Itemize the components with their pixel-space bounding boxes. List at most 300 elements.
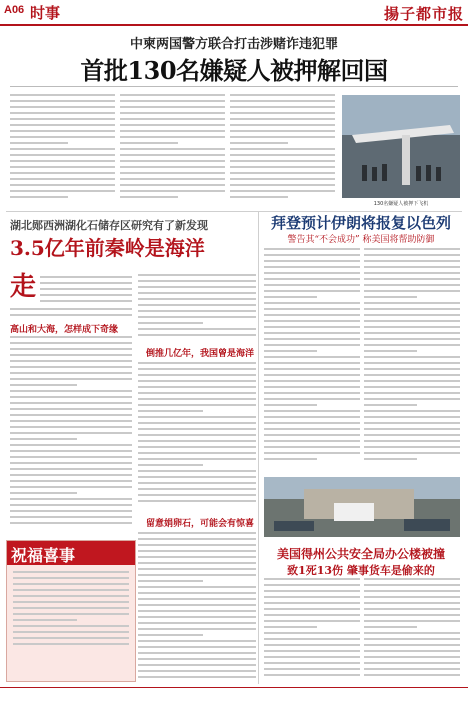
text-line-placeholder bbox=[364, 416, 460, 418]
text-line-placeholder bbox=[230, 142, 288, 144]
text-line-placeholder bbox=[264, 458, 317, 460]
text-line-placeholder bbox=[264, 320, 360, 322]
text-line-placeholder bbox=[264, 386, 360, 388]
text-line-placeholder bbox=[138, 434, 256, 436]
article-headline: 3.5亿年前秦岭是海洋 bbox=[10, 236, 205, 260]
text-line-placeholder bbox=[13, 589, 129, 591]
text-line-placeholder bbox=[40, 294, 132, 296]
text-line-placeholder bbox=[364, 344, 460, 346]
text-line-placeholder bbox=[264, 284, 360, 286]
text-line-placeholder bbox=[264, 338, 360, 340]
text-line-placeholder bbox=[13, 643, 129, 645]
article-body bbox=[264, 578, 360, 682]
text-line-placeholder bbox=[120, 172, 225, 174]
article-body bbox=[138, 532, 256, 682]
text-line-placeholder bbox=[138, 574, 256, 576]
text-line-placeholder bbox=[230, 148, 335, 150]
text-line-placeholder bbox=[120, 184, 225, 186]
text-line-placeholder bbox=[264, 266, 360, 268]
article-headline: 美国得州公共安全局办公楼被撞 bbox=[276, 547, 445, 561]
text-line-placeholder bbox=[10, 172, 115, 174]
text-line-placeholder bbox=[364, 260, 460, 262]
text-line-placeholder bbox=[138, 652, 256, 654]
text-line-placeholder bbox=[138, 532, 256, 534]
text-line-placeholder bbox=[364, 596, 460, 598]
text-line-placeholder bbox=[138, 598, 256, 600]
text-line-placeholder bbox=[364, 362, 460, 364]
text-line-placeholder bbox=[138, 550, 256, 552]
text-line-placeholder bbox=[10, 390, 132, 392]
text-line-placeholder bbox=[138, 586, 256, 588]
text-line-placeholder bbox=[364, 674, 460, 676]
text-line-placeholder bbox=[138, 304, 256, 306]
article-headline: 拜登预计伊朗将报复以色列 bbox=[270, 214, 451, 232]
text-line-placeholder bbox=[364, 284, 460, 286]
text-line-placeholder bbox=[138, 646, 256, 648]
text-line-placeholder bbox=[364, 398, 460, 400]
text-line-placeholder bbox=[138, 362, 256, 364]
text-line-placeholder bbox=[10, 468, 132, 470]
text-line-placeholder bbox=[40, 276, 132, 278]
text-line-placeholder bbox=[230, 136, 335, 138]
text-line-placeholder bbox=[10, 112, 115, 114]
text-line-placeholder bbox=[264, 656, 360, 658]
article-kicker: 湖北郧西洲湖化石储存区研究有了新发现 bbox=[10, 219, 208, 232]
text-line-placeholder bbox=[364, 452, 460, 454]
text-line-placeholder bbox=[120, 160, 225, 162]
masthead bbox=[0, 0, 468, 26]
text-line-placeholder bbox=[264, 308, 360, 310]
text-line-placeholder bbox=[264, 398, 360, 400]
text-line-placeholder bbox=[10, 154, 115, 156]
text-line-placeholder bbox=[10, 166, 115, 168]
text-line-placeholder bbox=[138, 628, 256, 630]
text-line-placeholder bbox=[264, 272, 360, 274]
text-line-placeholder bbox=[10, 148, 115, 150]
text-line-placeholder bbox=[10, 94, 115, 96]
text-line-placeholder bbox=[364, 638, 460, 640]
text-line-placeholder bbox=[230, 184, 335, 186]
text-line-placeholder bbox=[364, 338, 460, 340]
text-line-placeholder bbox=[10, 136, 115, 138]
text-line-placeholder bbox=[230, 112, 335, 114]
text-line-placeholder bbox=[364, 368, 460, 370]
text-line-placeholder bbox=[120, 130, 225, 132]
text-line-placeholder bbox=[230, 100, 335, 102]
article-subhead: 倒推几亿年，我国曾是海洋 bbox=[146, 349, 255, 359]
text-line-placeholder bbox=[138, 386, 256, 388]
text-line-placeholder bbox=[264, 440, 360, 442]
text-line-placeholder bbox=[264, 362, 360, 364]
text-line-placeholder bbox=[364, 356, 460, 358]
text-line-placeholder bbox=[364, 266, 460, 268]
text-line-placeholder bbox=[138, 676, 256, 678]
text-line-placeholder bbox=[10, 124, 115, 126]
text-line-placeholder bbox=[364, 254, 460, 256]
article-body bbox=[138, 362, 256, 510]
text-line-placeholder bbox=[13, 571, 129, 573]
text-line-placeholder bbox=[264, 626, 317, 628]
text-line-placeholder bbox=[120, 154, 225, 156]
text-line-placeholder bbox=[10, 308, 132, 310]
text-line-placeholder bbox=[264, 434, 360, 436]
text-line-placeholder bbox=[120, 106, 225, 108]
text-line-placeholder bbox=[264, 596, 360, 598]
text-line-placeholder bbox=[10, 348, 132, 350]
text-line-placeholder bbox=[10, 516, 132, 518]
text-line-placeholder bbox=[10, 118, 115, 120]
text-line-placeholder bbox=[10, 314, 132, 316]
text-line-placeholder bbox=[364, 602, 460, 604]
text-line-placeholder bbox=[10, 190, 115, 192]
text-line-placeholder bbox=[120, 142, 178, 144]
article-body bbox=[10, 308, 132, 318]
text-line-placeholder bbox=[264, 644, 360, 646]
text-line-placeholder bbox=[264, 422, 360, 424]
text-line-placeholder bbox=[13, 613, 129, 615]
text-line-placeholder bbox=[264, 410, 360, 412]
text-line-placeholder bbox=[138, 368, 256, 370]
lead-body-col-1 bbox=[10, 94, 115, 204]
ad-title: 祝福喜事 bbox=[11, 546, 76, 565]
text-line-placeholder bbox=[138, 440, 256, 442]
text-line-placeholder bbox=[230, 190, 335, 192]
text-line-placeholder bbox=[364, 650, 460, 652]
text-line-placeholder bbox=[138, 280, 256, 282]
text-line-placeholder bbox=[364, 578, 460, 580]
text-line-placeholder bbox=[264, 620, 360, 622]
text-line-placeholder bbox=[264, 344, 360, 346]
text-line-placeholder bbox=[10, 438, 77, 440]
text-line-placeholder bbox=[264, 662, 360, 664]
text-line-placeholder bbox=[10, 474, 132, 476]
text-line-placeholder bbox=[264, 332, 360, 334]
text-line-placeholder bbox=[230, 154, 335, 156]
text-line-placeholder bbox=[13, 595, 129, 597]
text-line-placeholder bbox=[10, 510, 132, 512]
text-line-placeholder bbox=[138, 592, 256, 594]
text-line-placeholder bbox=[138, 374, 256, 376]
text-line-placeholder bbox=[10, 426, 132, 428]
text-line-placeholder bbox=[364, 374, 460, 376]
text-line-placeholder bbox=[264, 590, 360, 592]
divider bbox=[10, 86, 458, 87]
text-line-placeholder bbox=[10, 336, 132, 338]
article-body bbox=[364, 578, 460, 682]
text-line-placeholder bbox=[230, 172, 335, 174]
text-line-placeholder bbox=[364, 632, 460, 634]
text-line-placeholder bbox=[264, 326, 360, 328]
text-line-placeholder bbox=[10, 178, 115, 180]
text-line-placeholder bbox=[364, 614, 460, 616]
text-line-placeholder bbox=[364, 446, 460, 448]
text-line-placeholder bbox=[10, 456, 132, 458]
lead-body-col-3 bbox=[230, 94, 335, 204]
text-line-placeholder bbox=[120, 112, 225, 114]
text-line-placeholder bbox=[230, 106, 335, 108]
text-line-placeholder bbox=[138, 488, 256, 490]
text-line-placeholder bbox=[264, 452, 360, 454]
text-line-placeholder bbox=[138, 494, 256, 496]
text-line-placeholder bbox=[264, 416, 360, 418]
text-line-placeholder bbox=[10, 414, 132, 416]
text-line-placeholder bbox=[10, 498, 132, 500]
text-line-placeholder bbox=[364, 668, 460, 670]
text-line-placeholder bbox=[138, 544, 256, 546]
text-line-placeholder bbox=[264, 392, 360, 394]
text-line-placeholder bbox=[13, 619, 77, 621]
text-line-placeholder bbox=[10, 366, 132, 368]
text-line-placeholder bbox=[10, 504, 132, 506]
text-line-placeholder bbox=[138, 482, 256, 484]
photo-caption: 130名嫌疑人被押下飞机 bbox=[373, 201, 429, 207]
text-line-placeholder bbox=[264, 296, 317, 298]
text-line-placeholder bbox=[138, 658, 256, 660]
text-line-placeholder bbox=[230, 160, 335, 162]
text-line-placeholder bbox=[10, 354, 132, 356]
text-line-placeholder bbox=[10, 522, 132, 524]
text-line-placeholder bbox=[138, 634, 203, 636]
article-body bbox=[264, 248, 360, 470]
text-line-placeholder bbox=[364, 302, 460, 304]
text-line-placeholder bbox=[120, 166, 225, 168]
text-line-placeholder bbox=[264, 578, 360, 580]
text-line-placeholder bbox=[364, 332, 460, 334]
text-line-placeholder bbox=[364, 314, 460, 316]
text-line-placeholder bbox=[138, 422, 256, 424]
text-line-placeholder bbox=[40, 300, 132, 302]
text-line-placeholder bbox=[120, 190, 225, 192]
text-line-placeholder bbox=[138, 622, 256, 624]
text-line-placeholder bbox=[364, 428, 460, 430]
text-line-placeholder bbox=[10, 486, 132, 488]
text-line-placeholder bbox=[364, 410, 460, 412]
text-line-placeholder bbox=[364, 626, 417, 628]
text-line-placeholder bbox=[138, 610, 256, 612]
text-line-placeholder bbox=[364, 584, 460, 586]
text-line-placeholder bbox=[13, 631, 129, 633]
text-line-placeholder bbox=[364, 308, 460, 310]
text-line-placeholder bbox=[138, 580, 203, 582]
text-line-placeholder bbox=[10, 372, 132, 374]
text-line-placeholder bbox=[364, 434, 460, 436]
text-line-placeholder bbox=[364, 662, 460, 664]
text-line-placeholder bbox=[264, 356, 360, 358]
text-line-placeholder bbox=[138, 500, 256, 502]
text-line-placeholder bbox=[138, 292, 256, 294]
text-line-placeholder bbox=[138, 538, 256, 540]
article-body bbox=[10, 336, 132, 532]
text-line-placeholder bbox=[264, 254, 360, 256]
text-line-placeholder bbox=[364, 644, 460, 646]
text-line-placeholder bbox=[10, 184, 115, 186]
article-body bbox=[364, 248, 460, 470]
text-line-placeholder bbox=[120, 100, 225, 102]
text-line-placeholder bbox=[264, 314, 360, 316]
text-line-placeholder bbox=[13, 601, 129, 603]
text-line-placeholder bbox=[230, 196, 288, 198]
text-line-placeholder bbox=[264, 260, 360, 262]
text-line-placeholder bbox=[264, 302, 360, 304]
text-line-placeholder bbox=[264, 674, 360, 676]
text-line-placeholder bbox=[10, 444, 132, 446]
text-line-placeholder bbox=[230, 178, 335, 180]
text-line-placeholder bbox=[40, 288, 132, 290]
article-body bbox=[40, 276, 132, 306]
text-line-placeholder bbox=[364, 392, 460, 394]
text-line-placeholder bbox=[364, 296, 417, 298]
text-line-placeholder bbox=[138, 398, 256, 400]
text-line-placeholder bbox=[120, 94, 225, 96]
article-subhead: 高山和大海，怎样成下奇缘 bbox=[10, 325, 119, 335]
text-line-placeholder bbox=[10, 432, 132, 434]
text-line-placeholder bbox=[264, 446, 360, 448]
text-line-placeholder bbox=[264, 374, 360, 376]
text-line-placeholder bbox=[230, 130, 335, 132]
text-line-placeholder bbox=[10, 480, 132, 482]
text-line-placeholder bbox=[264, 602, 360, 604]
text-line-placeholder bbox=[138, 568, 256, 570]
text-line-placeholder bbox=[264, 290, 360, 292]
greeting-ad bbox=[6, 540, 136, 682]
text-line-placeholder bbox=[364, 608, 460, 610]
ad-body bbox=[13, 571, 129, 651]
text-line-placeholder bbox=[264, 368, 360, 370]
text-line-placeholder bbox=[10, 100, 115, 102]
text-line-placeholder bbox=[10, 142, 68, 144]
text-line-placeholder bbox=[138, 452, 256, 454]
text-line-placeholder bbox=[138, 392, 256, 394]
text-line-placeholder bbox=[264, 584, 360, 586]
article-subheadline: 警告其“不会成功” 称美国将帮助防御 bbox=[287, 235, 435, 245]
footer-contacts bbox=[0, 687, 468, 703]
text-line-placeholder bbox=[138, 562, 256, 564]
text-line-placeholder bbox=[138, 670, 256, 672]
text-line-placeholder bbox=[138, 298, 256, 300]
text-line-placeholder bbox=[364, 590, 460, 592]
lead-headline: 首批130名嫌疑人被押解回国 bbox=[80, 56, 388, 85]
text-line-placeholder bbox=[364, 272, 460, 274]
text-line-placeholder bbox=[138, 458, 256, 460]
text-line-placeholder bbox=[264, 278, 360, 280]
text-line-placeholder bbox=[364, 350, 417, 352]
text-line-placeholder bbox=[138, 328, 256, 330]
text-line-placeholder bbox=[364, 320, 460, 322]
text-line-placeholder bbox=[138, 310, 256, 312]
text-line-placeholder bbox=[138, 428, 256, 430]
text-line-placeholder bbox=[364, 620, 460, 622]
text-line-placeholder bbox=[138, 470, 256, 472]
text-line-placeholder bbox=[10, 408, 132, 410]
text-line-placeholder bbox=[264, 404, 317, 406]
text-line-placeholder bbox=[10, 130, 115, 132]
airplane-photo-illustration bbox=[342, 95, 460, 198]
text-line-placeholder bbox=[364, 458, 417, 460]
text-line-placeholder bbox=[138, 604, 256, 606]
divider bbox=[258, 212, 259, 684]
text-line-placeholder bbox=[364, 248, 460, 250]
text-line-placeholder bbox=[10, 378, 132, 380]
text-line-placeholder bbox=[40, 282, 132, 284]
text-line-placeholder bbox=[10, 492, 77, 494]
text-line-placeholder bbox=[364, 278, 460, 280]
text-line-placeholder bbox=[264, 248, 360, 250]
text-line-placeholder bbox=[138, 446, 256, 448]
text-line-placeholder bbox=[138, 410, 203, 412]
article-subhead: 留意娟卵石，可能会有惊喜 bbox=[146, 519, 255, 529]
text-line-placeholder bbox=[120, 148, 225, 150]
text-line-placeholder bbox=[138, 274, 256, 276]
text-line-placeholder bbox=[138, 322, 203, 324]
text-line-placeholder bbox=[10, 196, 68, 198]
text-line-placeholder bbox=[120, 118, 225, 120]
section-title: 时事 bbox=[30, 4, 61, 22]
page-number: A06 bbox=[4, 4, 25, 16]
text-line-placeholder bbox=[138, 334, 256, 336]
text-line-placeholder bbox=[120, 178, 225, 180]
text-line-placeholder bbox=[13, 583, 129, 585]
text-line-placeholder bbox=[13, 577, 129, 579]
text-line-placeholder bbox=[264, 650, 360, 652]
text-line-placeholder bbox=[264, 380, 360, 382]
article-body bbox=[138, 274, 256, 338]
text-line-placeholder bbox=[10, 450, 132, 452]
text-line-placeholder bbox=[230, 166, 335, 168]
text-line-placeholder bbox=[13, 607, 129, 609]
text-line-placeholder bbox=[138, 640, 256, 642]
lead-kicker: 中柬两国警方联合打击涉赌诈违犯罪 bbox=[129, 37, 338, 52]
text-line-placeholder bbox=[10, 106, 115, 108]
text-line-placeholder bbox=[10, 360, 132, 362]
text-line-placeholder bbox=[364, 440, 460, 442]
text-line-placeholder bbox=[264, 632, 360, 634]
text-line-placeholder bbox=[10, 342, 132, 344]
text-line-placeholder bbox=[230, 118, 335, 120]
lead-body-col-2 bbox=[120, 94, 225, 204]
text-line-placeholder bbox=[138, 404, 256, 406]
lead-photo bbox=[342, 95, 460, 198]
text-line-placeholder bbox=[10, 462, 132, 464]
text-line-placeholder bbox=[364, 290, 460, 292]
text-line-placeholder bbox=[230, 94, 335, 96]
text-line-placeholder bbox=[364, 386, 460, 388]
text-line-placeholder bbox=[264, 668, 360, 670]
text-line-placeholder bbox=[138, 464, 203, 466]
text-line-placeholder bbox=[264, 638, 360, 640]
text-line-placeholder bbox=[138, 380, 256, 382]
text-line-placeholder bbox=[364, 656, 460, 658]
text-line-placeholder bbox=[138, 664, 256, 666]
drop-cap: 走 bbox=[10, 272, 37, 302]
text-line-placeholder bbox=[264, 428, 360, 430]
text-line-placeholder bbox=[364, 422, 460, 424]
text-line-placeholder bbox=[120, 136, 225, 138]
text-line-placeholder bbox=[264, 614, 360, 616]
text-line-placeholder bbox=[364, 326, 460, 328]
text-line-placeholder bbox=[13, 637, 129, 639]
text-line-placeholder bbox=[10, 160, 115, 162]
text-line-placeholder bbox=[138, 286, 256, 288]
text-line-placeholder bbox=[264, 608, 360, 610]
text-line-placeholder bbox=[10, 384, 77, 386]
text-line-placeholder bbox=[230, 124, 335, 126]
text-line-placeholder bbox=[120, 124, 225, 126]
text-line-placeholder bbox=[10, 402, 132, 404]
text-line-placeholder bbox=[138, 316, 256, 318]
text-line-placeholder bbox=[138, 476, 256, 478]
text-line-placeholder bbox=[364, 404, 417, 406]
paper-logo: 揚子都市报 bbox=[383, 5, 464, 23]
